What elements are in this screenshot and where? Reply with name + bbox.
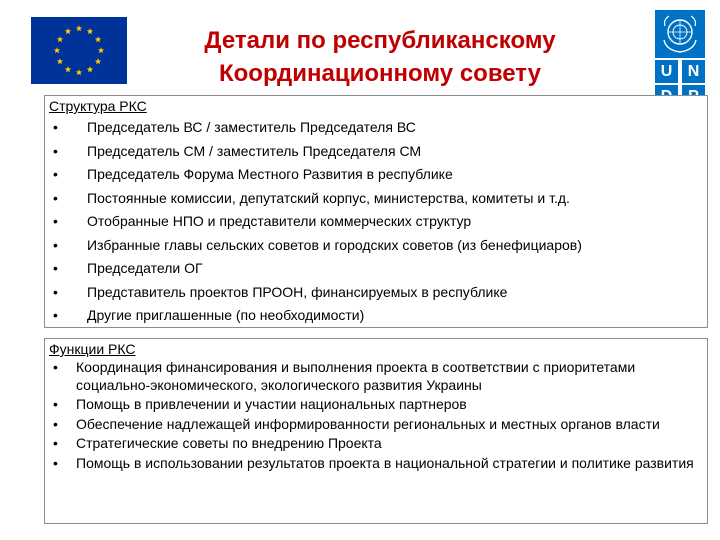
bullet-icon: • — [53, 260, 58, 276]
list-item-text: Помощь в использовании результатов проекта в национальной стратегии и политике развития — [76, 454, 694, 471]
structure-list — [49, 116, 701, 328]
bullet-icon: • — [53, 283, 58, 300]
page-title-line-2: Координационному совету — [219, 60, 541, 87]
structure-title: Структура РКС — [49, 98, 147, 114]
bullet-icon: • — [53, 236, 58, 253]
list-item-text: Председатели ОГ — [87, 260, 203, 276]
bullet-icon: • — [53, 435, 58, 451]
list-item-text: Отобранные НПО и представители коммерческих структур — [87, 213, 472, 229]
functions-list — [49, 359, 701, 472]
list-item-text: Другие приглашенные (по необходимости) — [87, 307, 365, 323]
bullet-icon: • — [53, 189, 58, 206]
functions-title: Функции РКС — [49, 341, 136, 357]
list-item — [49, 455, 701, 473]
bullet-icon: • — [53, 119, 58, 135]
list-item-text: Председатель СМ / заместитель Председателя СМ — [87, 142, 422, 159]
list-item-text: Избранные главы сельских советов и городских советов (из бенефициаров) — [87, 236, 582, 253]
bullet-icon: • — [53, 213, 58, 229]
list-item-text: Постоянные комиссии, депутатский корпус, министерства, комитеты и т.д. — [87, 189, 570, 206]
list-item — [49, 304, 701, 328]
undp-letter-u: U — [655, 60, 678, 83]
bullet-icon: • — [53, 359, 58, 375]
list-item — [49, 359, 701, 394]
list-item-text: Представитель проектов ПРООН, финансируемых в республике — [87, 283, 508, 300]
bullet-icon: • — [53, 396, 58, 412]
list-item — [49, 435, 701, 453]
list-item — [49, 396, 701, 414]
list-item-text: Стратегические советы по внедрению Проекта — [76, 435, 382, 451]
bullet-icon: • — [53, 307, 58, 323]
list-item-text: Координация финансирования и выполнения проекта в соответствии с приоритетами социально-экономического, экологического развития Украины — [76, 359, 636, 393]
list-item — [49, 187, 701, 211]
un-emblem-icon — [655, 10, 705, 58]
structure-section — [44, 95, 708, 328]
list-item — [49, 116, 701, 140]
eu-flag-icon — [31, 17, 127, 84]
bullet-icon: • — [53, 415, 58, 432]
list-item-text: Помощь в привлечении и участии национальных партнеров — [76, 396, 467, 412]
list-item — [49, 281, 701, 305]
functions-section — [44, 338, 708, 524]
list-item-text: Председатель Форума Местного Развития в республике — [87, 166, 453, 182]
list-item — [49, 140, 701, 164]
list-item — [49, 163, 701, 187]
page-title — [150, 24, 610, 90]
list-item — [49, 416, 701, 434]
bullet-icon: • — [53, 166, 58, 182]
list-item — [49, 210, 701, 234]
list-item-text: Обеспечение надлежащей информированности региональных и местных органов власти — [76, 415, 660, 432]
undp-letter-n: N — [682, 60, 705, 83]
bullet-icon: • — [53, 142, 58, 159]
list-item-text: Председатель ВС / заместитель Председателя ВС — [87, 119, 416, 135]
page-title-line-1: Детали по республиканскому — [204, 27, 556, 54]
bullet-icon: • — [53, 454, 58, 471]
list-item — [49, 234, 701, 258]
list-item — [49, 257, 701, 281]
